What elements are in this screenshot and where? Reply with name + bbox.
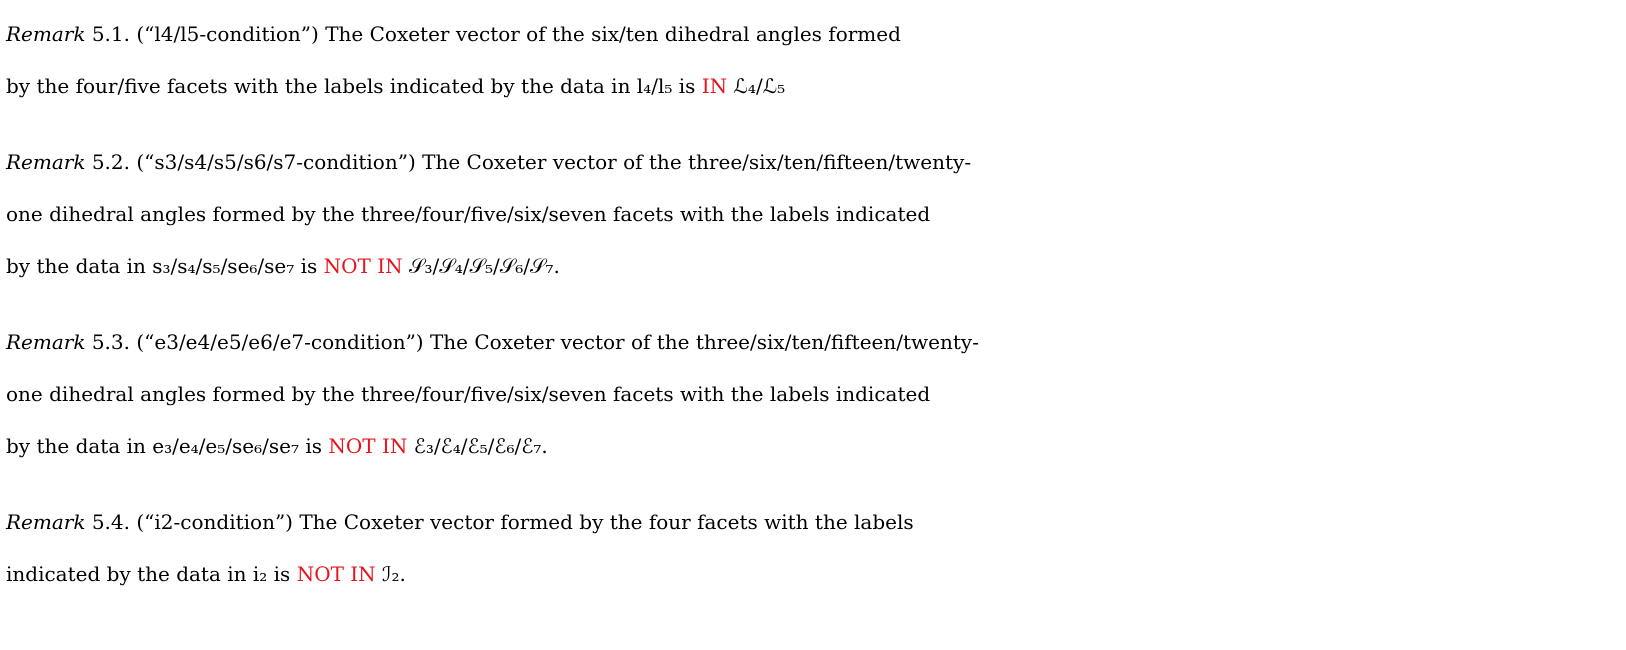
remark-line <box>6 8 1616 60</box>
remark-line <box>6 316 1616 368</box>
remark-number: 5.3. <box>91 330 130 354</box>
remark-set-notation: 𝒮₃/𝒮₄/𝒮₅/𝒮₆/𝒮₇. <box>402 254 560 278</box>
remark-text: one dihedral angles formed by the three/four/five/six/seven facets with the labels indicated <box>6 202 931 226</box>
remark-line <box>6 136 1616 188</box>
remark-5-4 <box>6 496 1616 600</box>
remark-text: one dihedral angles formed by the three/four/five/six/seven facets with the labels indicated <box>6 382 931 406</box>
remark-label: Remark <box>6 22 86 46</box>
remarks-section <box>6 8 1616 624</box>
remark-text: (“i2-condition”) The Coxeter vector formed by the four facets with the labels <box>136 510 914 534</box>
remark-line <box>6 420 1616 472</box>
remark-number: 5.2. <box>91 150 130 174</box>
remark-number: 5.1. <box>91 22 130 46</box>
remark-line <box>6 60 1616 112</box>
remark-text: by the data in s₃/s₄/s₅/se₆/se₇ is <box>6 254 324 278</box>
remark-line <box>6 188 1616 240</box>
remark-5-1 <box>6 8 1616 112</box>
remark-label: Remark <box>6 150 86 174</box>
remark-set-notation: ℰ₃/ℰ₄/ℰ₅/ℰ₆/ℰ₇. <box>407 434 548 458</box>
remark-text: (“s3/s4/s5/s6/s7-condition”) The Coxeter vector of the three/six/ten/fifteen/twenty- <box>136 150 972 174</box>
remark-line <box>6 240 1616 292</box>
condition-status-not-in: NOT IN <box>323 254 403 278</box>
remark-label: Remark <box>6 510 86 534</box>
remark-text: (“e3/e4/e5/e6/e7-condition”) The Coxeter vector of the three/six/ten/fifteen/twenty- <box>136 330 979 354</box>
remark-set-notation: ℐ₂. <box>375 562 406 586</box>
remark-line <box>6 548 1616 600</box>
remark-line <box>6 496 1616 548</box>
remark-line <box>6 368 1616 420</box>
remark-label: Remark <box>6 330 86 354</box>
condition-status-in: IN <box>701 74 728 98</box>
condition-status-not-in: NOT IN <box>296 562 376 586</box>
remark-text: indicated by the data in i₂ is <box>6 562 297 586</box>
remark-5-2 <box>6 136 1616 292</box>
remark-text: by the four/five facets with the labels indicated by the data in l₄/l₅ is <box>6 74 702 98</box>
remark-text: (“l4/l5-condition”) The Coxeter vector of the six/ten dihedral angles formed <box>136 22 901 46</box>
condition-status-not-in: NOT IN <box>328 434 408 458</box>
remark-5-3 <box>6 316 1616 472</box>
remark-number: 5.4. <box>91 510 130 534</box>
remark-set-notation: ℒ₄/ℒ₅ <box>727 74 786 98</box>
remark-text: by the data in e₃/e₄/e₅/se₆/se₇ is <box>6 434 329 458</box>
